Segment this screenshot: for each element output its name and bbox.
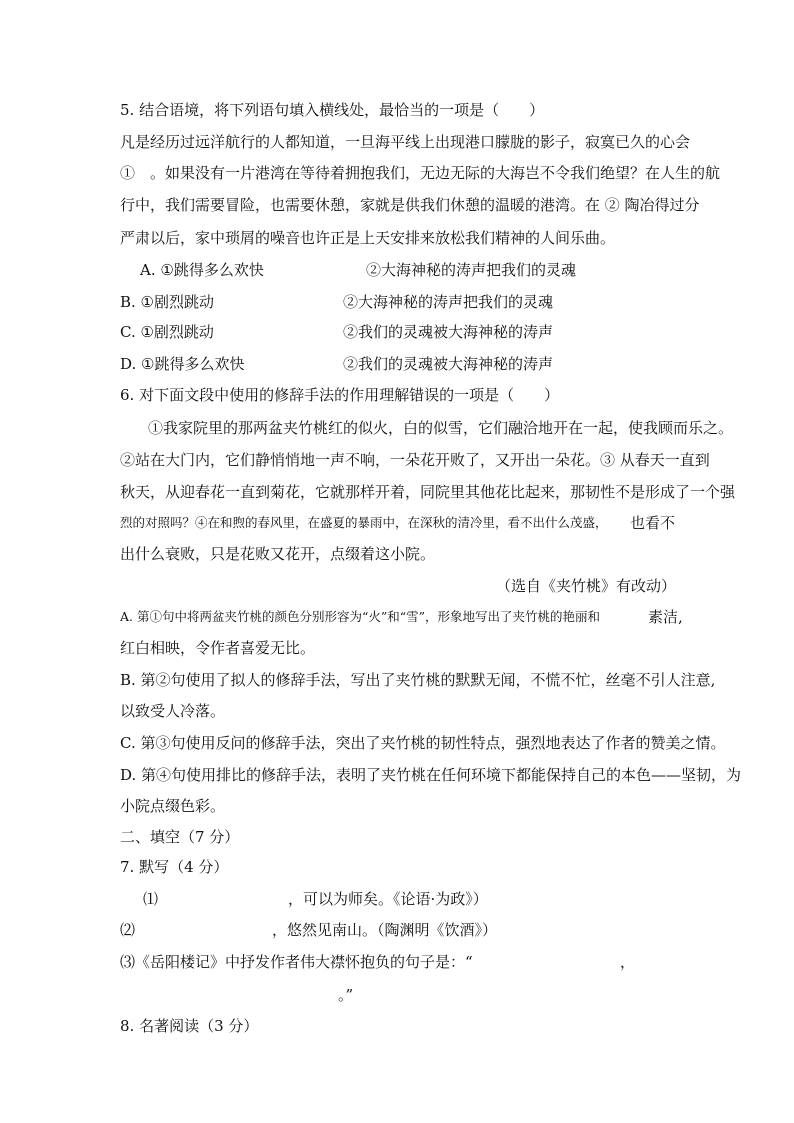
q6-text-line-3: 秋天，从迎春花一直到菊花，它就那样开着，同院里其他花比起来，那韧性不是形成了一个强	[120, 483, 736, 501]
q6-source: （选自《夹竹桃》有改动）	[496, 577, 677, 595]
q6-stem: 6. 对下面文段中使用的修辞手法的作用理解错误的一项是（ ）	[120, 386, 560, 404]
q5-stem: 5. 结合语境，将下列语句填入横线处，最恰当的一项是（ ）	[120, 101, 545, 119]
q5-option-c-second: ②我们的灵魂被大海神秘的涛声	[343, 323, 554, 341]
q7-item-3-text: ⑶《岳阳楼记》中抒发作者伟大襟怀抱负的句子是：“	[120, 953, 473, 971]
q6-text-line-4: 烈的对照吗？④在和煦的春风里，在盛夏的暴雨中，在深秋的清冷里，看不出什么茂盛，	[120, 515, 608, 530]
q7-item-2-text: ，悠然见南山。（陶渊明《饮酒》）	[272, 921, 498, 939]
q7-item-3-comma: ，	[620, 953, 636, 971]
q5-passage-line-3: 行中，我们需要冒险，也需要休憩，家就是供我们休憩的温暖的港湾。在 ② 陶冶得过分	[120, 196, 700, 214]
q7-item-3-end: 。”	[338, 986, 354, 1004]
q5-option-c: C. ①剧烈跳动	[120, 323, 214, 341]
q7-heading: 7. 默写（4 分）	[120, 858, 229, 876]
q6-option-d-line-1: D. 第④句使用排比的修辞手法，表明了夹竹桃在任何环境下都能保持自己的本色——坚韧，为	[120, 766, 742, 784]
q5-option-b-second: ②大海神秘的涛声把我们的灵魂	[343, 293, 554, 311]
q6-option-b-line-1: B. 第②句使用了拟人的修辞手法，写出了夹竹桃的默默无闻，不慌不忙，丝毫不引人注意,	[120, 671, 716, 689]
q7-item-1-number: ⑴	[143, 890, 159, 908]
q5-option-a: A. ①跳得多么欢快	[140, 261, 264, 279]
q6-option-b-line-2: 以致受人冷落。	[120, 702, 226, 720]
q5-option-d: D. ①跳得多么欢快	[120, 355, 245, 373]
q7-item-2-number: ⑵	[120, 921, 136, 939]
q6-option-d-line-2: 小院点缀色彩。	[120, 797, 226, 815]
q6-text-line-1: ①我家院里的那两盆夹竹桃红的似火，白的似雪，它们融洽地开在一起，使我顾而乐之。	[148, 419, 734, 437]
q6-option-a-line-2: 红白相映，令作者喜爱无比。	[120, 639, 316, 657]
q7-item-1-text: ，可以为师矣。《论语·为政》）	[288, 890, 488, 908]
q6-text-line-2: ②站在大门内，它们静悄悄地一声不响，一朵花开败了，又开出一朵花。③ 从春天一直到	[120, 451, 710, 469]
q6-option-a-line-1: A. 第①句中将两盆夹竹桃的颜色分别形容为“火”和“雪”，形象地写出了夹竹桃的艳丽和	[120, 609, 601, 624]
q6-option-a-line-1-end: 素洁,	[648, 608, 683, 626]
q6-option-c: C. 第③句使用反问的修辞手法，突出了夹竹桃的韧性特点，强烈地表达了作者的赞美之情。	[120, 734, 726, 752]
q6-text-line-5: 出什么衰败，只是花败又花开，点缀着这小院。	[120, 545, 436, 563]
q8-heading: 8. 名著阅读（3 分）	[120, 1017, 259, 1035]
section-2-heading: 二、填空（7 分）	[120, 828, 240, 846]
q5-passage-line-1: 凡是经历过远洋航行的人都知道，一旦海平线上出现港口朦胧的影子，寂寞已久的心会	[120, 133, 691, 151]
q5-option-b: B. ①剧烈跳动	[120, 293, 215, 311]
q5-option-a-second: ②大海神秘的涛声把我们的灵魂	[366, 261, 577, 279]
q5-passage-line-2: ① 。如果没有一片港湾在等待着拥抱我们，无边无际的大海岂不令我们绝望？在人生的航	[120, 164, 721, 182]
q5-option-d-second: ②我们的灵魂被大海神秘的涛声	[343, 355, 554, 373]
q5-passage-line-4: 严肃以后，家中琐屑的噪音也许正是上天安排来放松我们精神的人间乐曲。	[120, 229, 616, 247]
q6-text-line-4-end: 也看不	[630, 514, 676, 532]
